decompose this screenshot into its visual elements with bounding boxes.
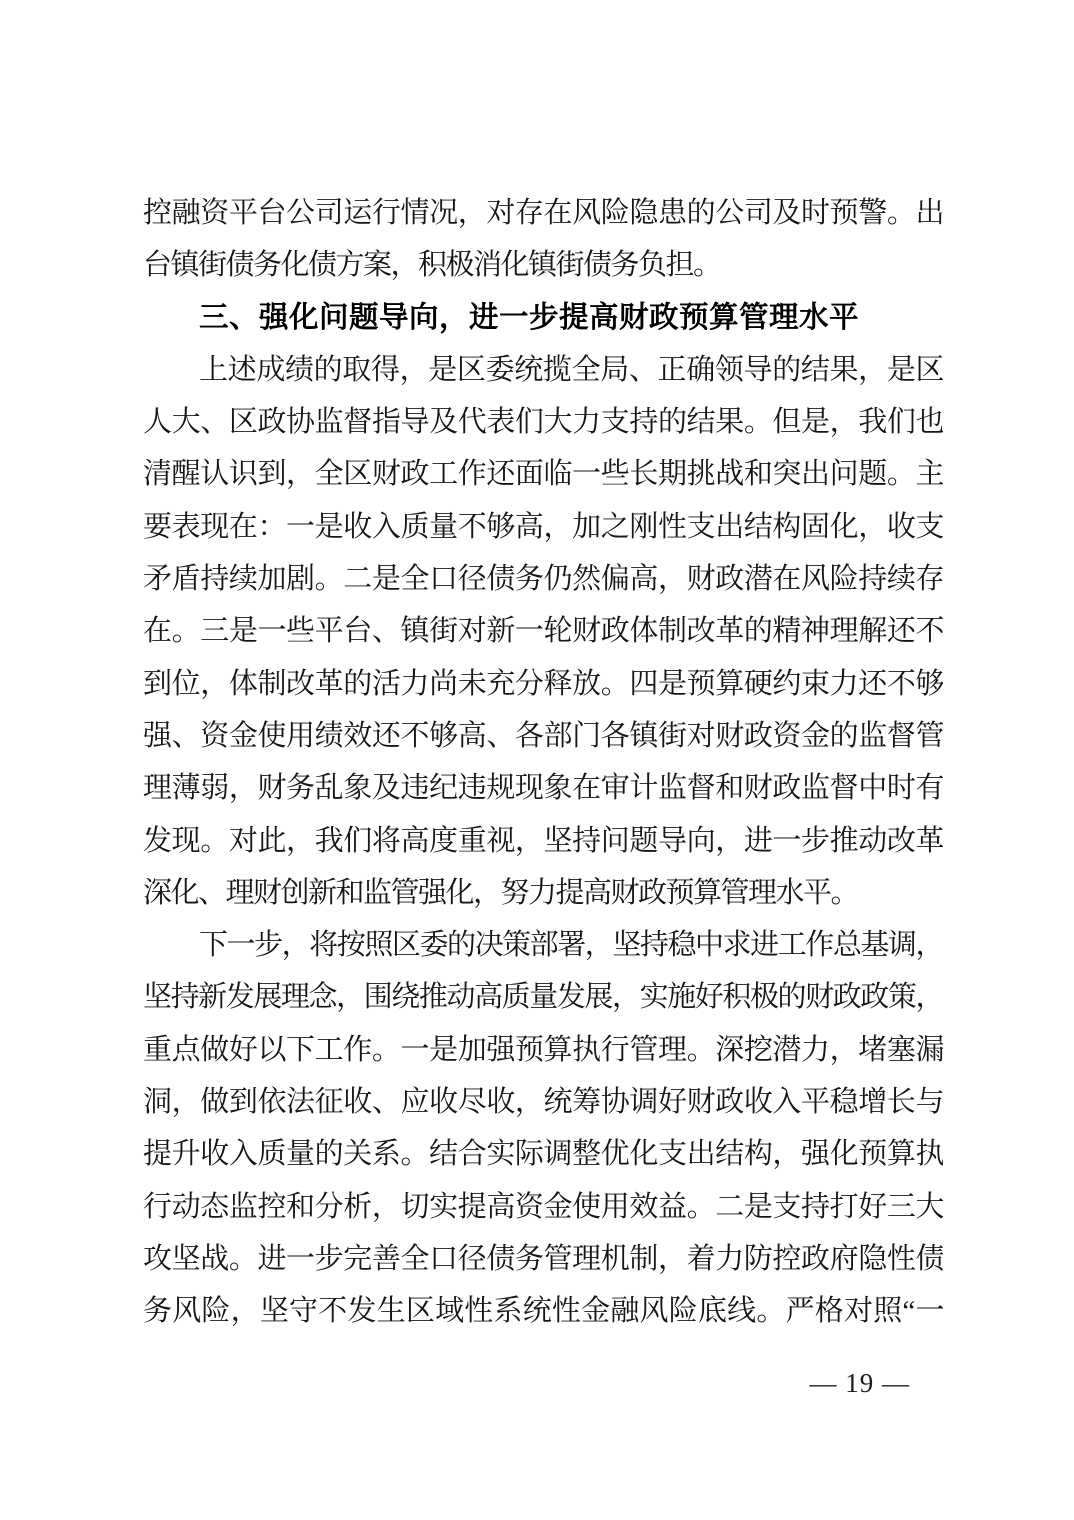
body-text-line: 控融资平台公司运行情况，对存在风险隐患的公司及时预警。出 [143, 197, 943, 229]
body-text-line: 下一步，将按照区委的决策部署，坚持稳中求进工作总基调， [199, 929, 943, 962]
body-text-line: 洞，做到依法征收、应收尽收，统筹协调好财政收入平稳增长与 [143, 1086, 943, 1119]
body-text-line: 攻坚战。进一步完善全口径债务管理机制，着力防控政府隐性债 [143, 1242, 943, 1275]
body-text-line: 上述成绩的取得，是区委统揽全局、正确领导的结果，是区 [199, 353, 943, 386]
body-text-line: 坚持新发展理念，围绕推动高质量发展，实施好积极的财政政策， [143, 981, 943, 1014]
page-number: — 19 — [809, 1368, 910, 1398]
body-text-line: 在。三是一些平台、镇街对新一轮财政体制改革的精神理解还不 [143, 615, 943, 648]
body-text-line: 理薄弱，财务乱象及违纪违规现象在审计监督和财政监督中时有 [143, 772, 943, 805]
body-text-line: 行动态监控和分析，切实提高资金使用效益。二是支持打好三大 [143, 1190, 943, 1223]
section-heading: 三、强化问题导向，进一步提高财政预算管理水平 [199, 300, 860, 334]
body-text-line: 人大、区政协监督指导及代表们大力支持的结果。但是，我们也 [143, 406, 943, 439]
body-text-line: 到位，体制改革的活力尚未充分释放。四是预算硬约束力还不够 [143, 667, 943, 700]
body-text-line: 发现。对此，我们将高度重视，坚持问题导向，进一步推动改革 [143, 824, 943, 857]
document-body [143, 187, 943, 1338]
body-text-line: 要表现在：一是收入质量不够高，加之刚性支出结构固化，收支 [143, 510, 943, 543]
body-text-line: 提升收入质量的关系。结合实际调整优化支出结构，强化预算执 [143, 1138, 943, 1171]
body-text-line: 清醒认识到，全区财政工作还面临一些长期挑战和突出问题。主 [143, 458, 943, 491]
body-text-line: 强、资金使用绩效还不够高、各部门各镇街对财政资金的监督管 [143, 719, 943, 752]
body-text-line: 深化、理财创新和监管强化，努力提高财政预算管理水平。 [143, 876, 859, 909]
body-text-line: 矛盾持续加剧。二是全口径债务仍然偏高，财政潜在风险持续存 [143, 563, 943, 596]
body-text-line: 务风险，坚守不发生区域性系统性金融风险底线。严格对照“一 [143, 1295, 943, 1328]
body-text-line: 台镇街债务化债方案，积极消化镇街债务负担。 [143, 249, 721, 282]
body-text-line: 重点做好以下工作。一是加强预算执行管理。深挖潜力，堵塞漏 [143, 1033, 943, 1066]
